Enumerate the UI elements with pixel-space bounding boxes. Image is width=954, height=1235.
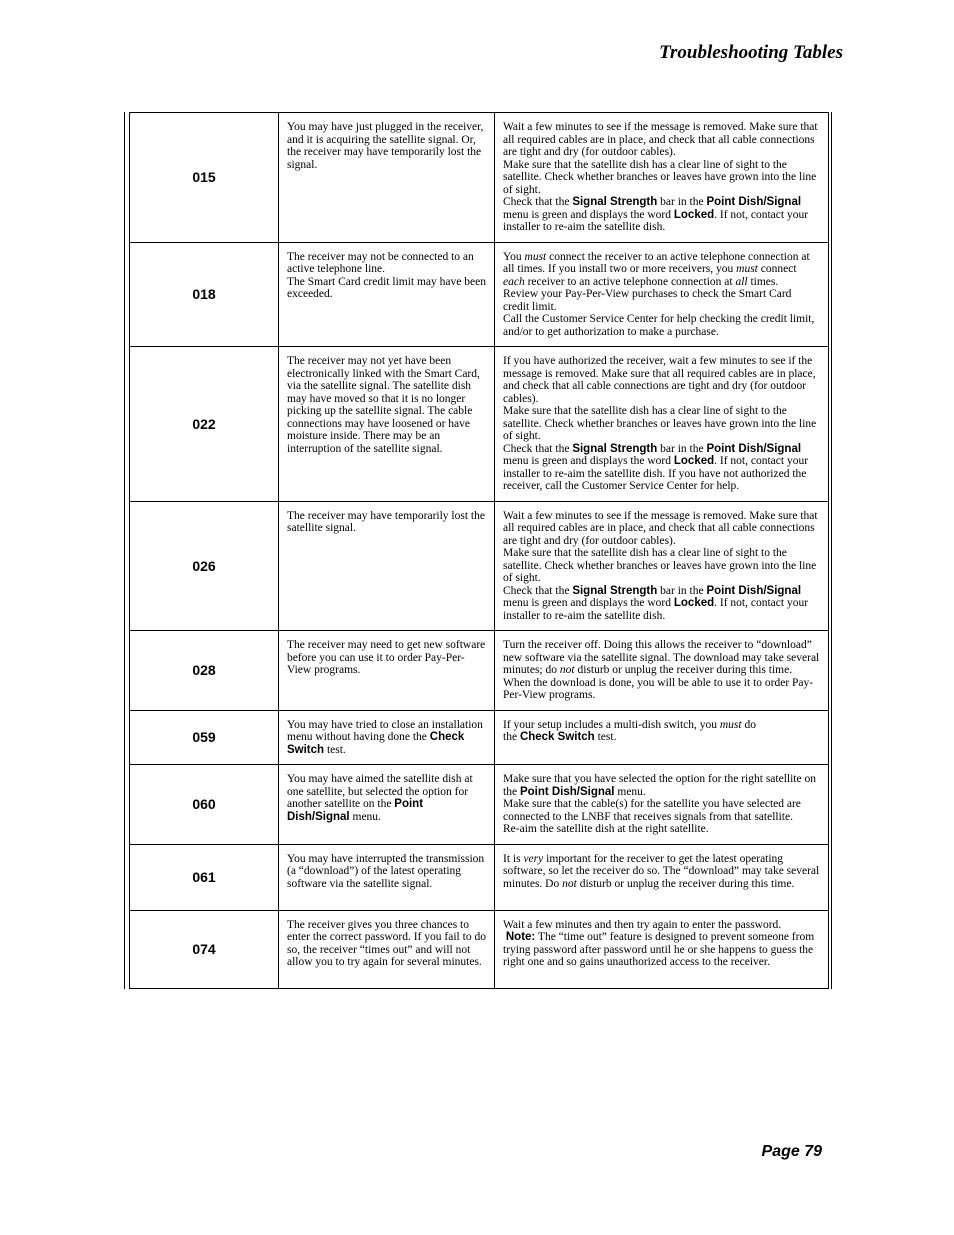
text-run: . If not, contact your installer to re-aim the satellite dish. If you have not authorized the receiver, call the Customer Service Center for help. (503, 455, 809, 492)
table-row (130, 765, 829, 845)
solution (495, 710, 829, 765)
text-run: menu is green and displays the word (503, 597, 674, 609)
text-run: bar in the (657, 584, 707, 597)
table-row (130, 113, 829, 243)
solution-paragraph (503, 639, 820, 702)
text-run: You (503, 250, 525, 263)
error-code: 022 (130, 347, 279, 502)
menu-term: Signal Strength (572, 196, 658, 208)
menu-term: Locked (673, 208, 715, 221)
error-code: 018 (130, 242, 279, 347)
text-run: test. (324, 743, 346, 756)
text-run: bar in the (657, 442, 707, 455)
text-run: You may have aimed the satellite dish at one satellite, but selected the option for another satellite on the (287, 773, 473, 810)
text-run: bar in the (657, 196, 707, 208)
solution-paragraph: Call the Customer Service Center for help checking the credit limit, and/or to get authorization to make a purchase. (503, 313, 815, 338)
text-run: disturb or unplug the receiver during this time. (576, 877, 795, 890)
menu-term: Signal Strength (572, 584, 658, 597)
solution-paragraph: Make sure that the cable(s) for the satellite you have selected are connected to the LNBF that receives signals from that satellite. (503, 798, 801, 823)
text-run: connect the receiver to an active telephone connection at all times. If you install two or more receivers, you (503, 250, 810, 275)
possible-cause: The receiver may not yet have been electronically linked with the Smart Card, via the satellite signal. The satellite dish may have moved so that it is no longer picking up the satellite signal. The cable connections may have loosened or have moisture inside. There may be an interruption of the satellite signal. (279, 347, 495, 502)
possible-cause (279, 710, 495, 765)
text-run: menu is green and displays the word (503, 455, 674, 467)
possible-cause: The receiver gives you three chances to enter the correct password. If you fail to do so, the receiver “times out” and will not allow you to try again for several minutes. (279, 910, 495, 988)
menu-term: Locked (673, 455, 715, 467)
menu-term: Point Dish/Signal (706, 442, 802, 455)
solution-paragraph (503, 731, 820, 744)
text-run: receiver to an active telephone connection at (524, 275, 736, 288)
emphasis: must (736, 263, 758, 275)
possible-cause (279, 242, 495, 347)
table-row (130, 910, 829, 988)
solution-paragraph: Make sure that the satellite dish has a clear line of sight to the satellite. Check whether branches or leaves have grown into the line of sight. (503, 158, 817, 196)
possible-cause: The receiver may have temporarily lost the satellite signal. (279, 501, 495, 631)
text-run: menu is green and displays the word (503, 208, 674, 221)
solution (495, 910, 829, 988)
text-run: connect (757, 263, 797, 275)
text-run: do (741, 718, 756, 731)
text-run: menu. (614, 785, 646, 798)
solution-paragraph: Make sure that the satellite dish has a clear line of sight to the satellite. Check whether branches or leaves have grown into the line of sight. (503, 547, 817, 584)
error-code: 060 (130, 765, 279, 845)
text-run: It is (503, 852, 524, 865)
solution (495, 631, 829, 711)
solution-paragraph: Make sure that the satellite dish has a clear line of sight to the satellite. Check whether branches or leaves have grown into the line of sight. (503, 405, 817, 442)
table-row (130, 242, 829, 347)
emphasis: all (735, 275, 748, 288)
solution-paragraph: Review your Pay-Per-View purchases to check the Smart Card credit limit. (503, 288, 792, 313)
possible-cause (279, 765, 495, 845)
menu-term: Point Dish/Signal (287, 798, 424, 823)
error-code: 059 (130, 710, 279, 765)
solution-paragraph (503, 196, 820, 234)
error-code: 061 (130, 844, 279, 910)
cause-paragraph: The receiver may not be connected to an active telephone line. (287, 250, 474, 275)
text-run: . If not, contact your installer to re-aim the satellite dish. (503, 208, 809, 233)
text-run: menu. (349, 810, 381, 823)
solution-paragraph: Wait a few minutes to see if the message is removed. Make sure that all required cables are in place, and check that all cable connections are tight and dry (for outdoor cables). (503, 121, 818, 158)
menu-term: Point Dish/Signal (706, 196, 802, 208)
text-run: Check that the (503, 196, 573, 208)
solution-paragraph (503, 719, 820, 732)
table-row (130, 501, 829, 631)
possible-cause: You may have just plugged in the receiver, and it is acquiring the satellite signal. Or, the receiver may have temporarily lost the signal. (279, 113, 495, 243)
menu-term: Signal Strength (572, 442, 658, 455)
possible-cause: The receiver may need to get new software before you can use it to order Pay-Per-View programs. (279, 631, 495, 711)
solution (495, 347, 829, 502)
troubleshooting-table (129, 112, 829, 989)
table-row (130, 710, 829, 765)
text-run: The “time out” feature is designed to prevent someone from trying password after password until he or she happens to guess the right one and so gains unauthorized access to the receiver. (503, 931, 815, 968)
error-code: 015 (130, 113, 279, 243)
text-run: If your setup includes a multi-dish switch, you (503, 718, 720, 731)
solution-paragraph (503, 251, 820, 289)
page-header-title: Troubleshooting Tables (659, 42, 843, 63)
menu-term: Check Switch (287, 731, 465, 756)
table-row (130, 844, 829, 910)
page-number: Page 79 (761, 1143, 822, 1160)
solution (495, 242, 829, 347)
text-run: You may have tried to close an installation menu without having done the (287, 718, 483, 743)
text-run: times. (747, 275, 779, 288)
menu-term: Point Dish/Signal (519, 785, 615, 798)
emphasis: each (503, 275, 525, 288)
solution-paragraph (503, 585, 820, 623)
text-run: disturb or unplug the receiver during this time. When the download is done, you will be able to use it to order Pay-Per-View programs. (503, 664, 814, 701)
solution-paragraph: If you have authorized the receiver, wait a few minutes to see if the message is removed. Make sure that all required cables are in place, and check that all cable connections are tight and dry (for outdoor cables). (503, 355, 816, 405)
emphasis: not (559, 664, 575, 676)
text-run: test. (594, 731, 617, 743)
text-run: Check that the (503, 442, 573, 455)
text-run: the (503, 731, 520, 743)
table-row (130, 631, 829, 711)
menu-term: Check Switch (519, 731, 595, 743)
text-run: Turn the receiver off. Doing this allows the receiver to “download” new software via the satellite signal. The download may take several minutes; do (503, 639, 820, 676)
error-code: 026 (130, 501, 279, 631)
text-run: Make sure that you have selected the option for the right satellite on the (503, 773, 816, 798)
cause-paragraph: The Smart Card credit limit may have been exceeded. (287, 275, 486, 300)
menu-term: Point Dish/Signal (706, 584, 802, 597)
solution-paragraph (503, 773, 820, 798)
table-row (130, 347, 829, 502)
solution (495, 113, 829, 243)
troubleshooting-table-frame (124, 112, 832, 989)
error-code: 028 (130, 631, 279, 711)
emphasis: very (523, 852, 544, 865)
solution-paragraph: Re-aim the satellite dish at the right satellite. (503, 823, 709, 835)
text-run: . If not, contact your installer to re-aim the satellite dish. (503, 597, 809, 622)
solution-paragraph: Wait a few minutes and then try again to enter the password. (503, 918, 782, 931)
solution-paragraph (503, 931, 820, 969)
emphasis: not (562, 877, 577, 890)
emphasis: must (524, 250, 547, 263)
solution-paragraph: Wait a few minutes to see if the message is removed. Make sure that all required cables are in place, and check that all cable connections are tight and dry (for outdoor cables). (503, 509, 818, 547)
possible-cause: You may have interrupted the transmission (a “download”) of the latest operating software via the satellite signal. (279, 844, 495, 910)
solution-paragraph (503, 443, 820, 493)
text-run: important for the receiver to get the latest operating software, so let the receiver do so. The “download” may take several minutes. Do (503, 852, 820, 890)
error-code: 074 (130, 910, 279, 988)
text-run: Check that the (503, 584, 573, 597)
note-label: Note: (505, 931, 536, 943)
solution (495, 501, 829, 631)
emphasis: must (719, 718, 742, 731)
menu-term: Locked (673, 597, 715, 609)
solution (495, 844, 829, 910)
solution-paragraph (503, 853, 820, 891)
solution (495, 765, 829, 845)
